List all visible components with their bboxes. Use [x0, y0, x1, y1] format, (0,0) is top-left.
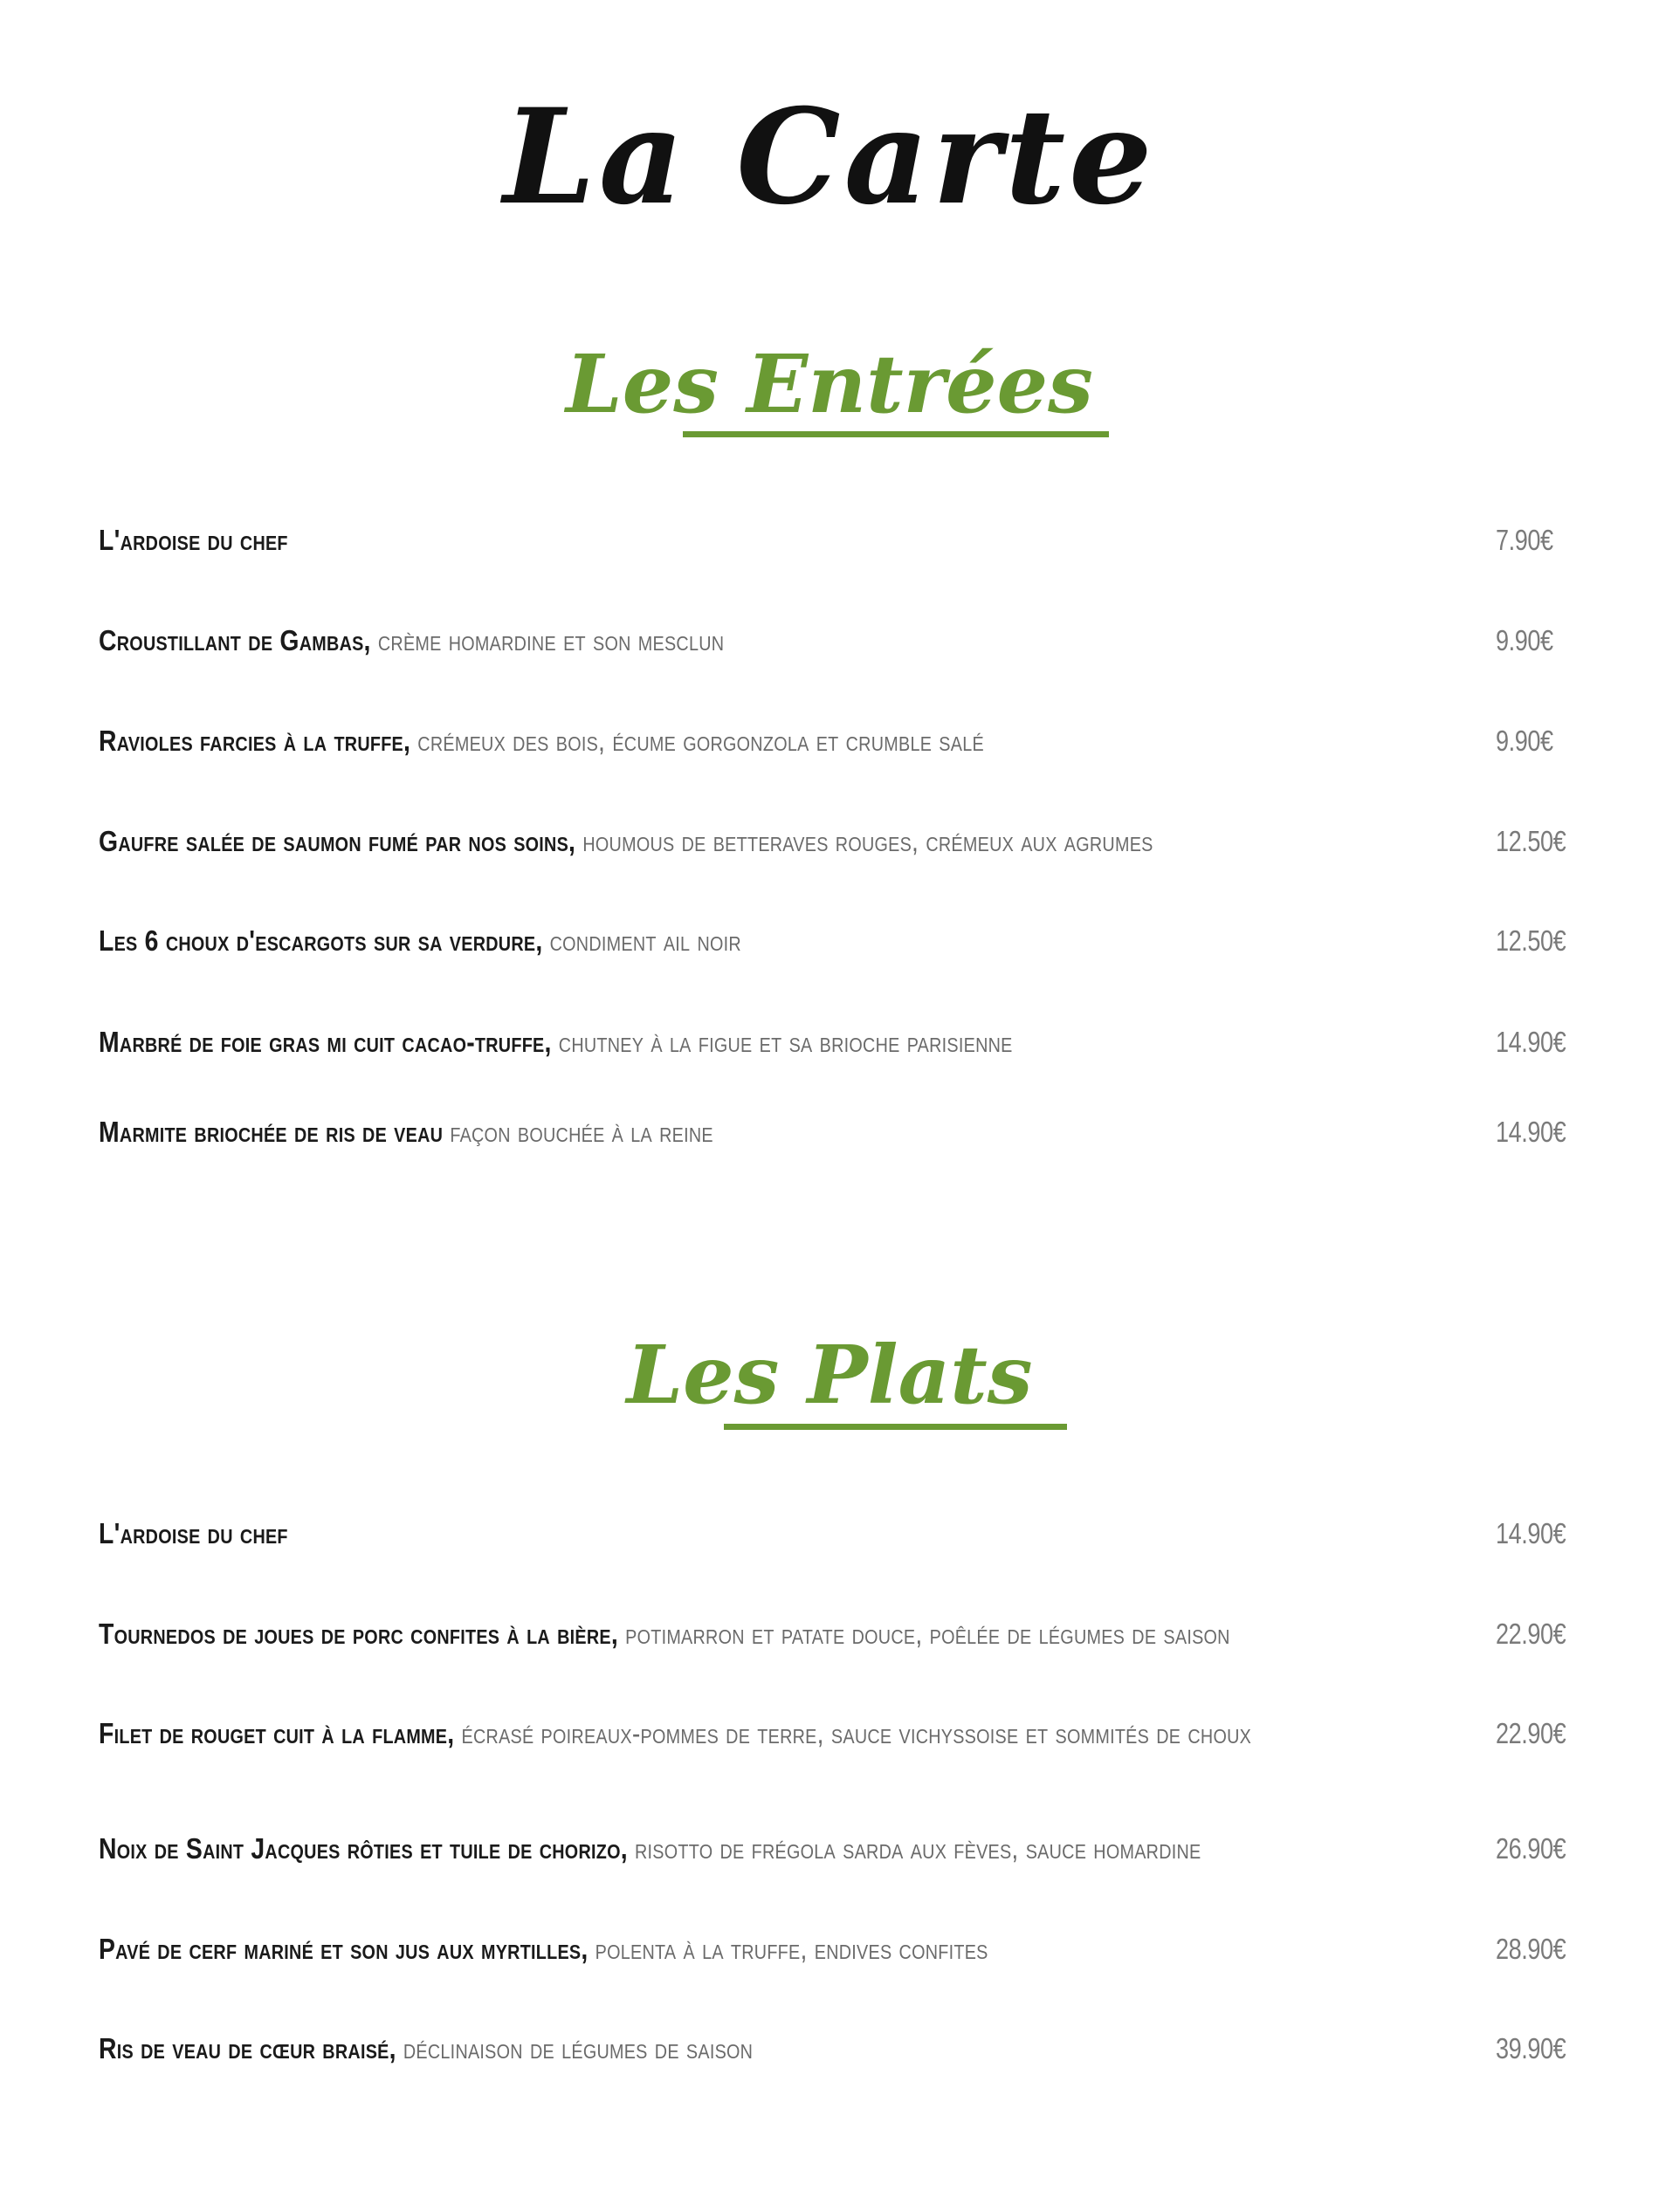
dish-price: 14.90€ [1496, 1116, 1566, 1148]
dish-text [99, 1612, 1230, 1656]
dish-text [99, 1827, 1201, 1871]
dish-price: 39.90€ [1496, 2032, 1566, 2064]
dish-description: potimarron et patate douce, poêlée de légumes de saison [625, 1618, 1230, 1650]
dish-text [99, 919, 741, 963]
dish-price: 22.90€ [1496, 1618, 1566, 1650]
dish-text [99, 1110, 713, 1154]
dish-text [99, 1020, 1013, 1064]
menu-item [99, 2027, 1583, 2071]
dish-price: 12.50€ [1496, 924, 1566, 957]
menu-item [99, 719, 1583, 763]
dish-price: 28.90€ [1496, 1933, 1566, 1965]
dish-description: houmous de betteraves rouges, crémeux aux agrumes [582, 825, 1153, 857]
menu-item [99, 519, 1583, 562]
dish-name: Noix de Saint Jacques rôties et tuile de chorizo, [99, 1832, 628, 1865]
dish-description: façon bouchée à la reine [450, 1116, 713, 1148]
dish-name: Les 6 choux d'escargots sur sa verdure, [99, 924, 543, 957]
dish-price: 7.90€ [1496, 524, 1553, 556]
dish-name: Pavé de cerf mariné et son jus aux myrtilles, [99, 1933, 589, 1965]
dish-text [99, 1512, 288, 1556]
dish-description: déclinaison de légumes de saison [403, 2032, 754, 2064]
dish-price: 9.90€ [1496, 725, 1553, 757]
dish-price: 9.90€ [1496, 624, 1553, 656]
dish-name: L'ardoise du chef [99, 524, 288, 556]
section-underline-entrees [683, 431, 1109, 437]
dish-name: Tournedos de joues de porc confites à la bière, [99, 1618, 618, 1650]
menu-item [99, 1712, 1583, 1755]
dish-price: 14.90€ [1496, 1517, 1566, 1549]
menu-item [99, 1827, 1583, 1871]
menu-item [99, 919, 1583, 963]
section-title-plats: Les Plats [626, 1328, 1033, 1422]
section-underline-plats [724, 1424, 1067, 1430]
dish-price: 26.90€ [1496, 1832, 1566, 1865]
dish-description: crémeux des bois, écume gorgonzola et crumble salé [417, 725, 984, 757]
menu-item [99, 619, 1583, 663]
dish-name: L'ardoise du chef [99, 1517, 288, 1549]
dish-name: Ris de veau de cœur braisé, [99, 2032, 396, 2064]
dish-name: Marmite briochée de ris de veau [99, 1116, 444, 1148]
dish-name: Gaufre salée de saumon fumé par nos soins, [99, 825, 576, 857]
dish-description: crème homardine et son mesclun [377, 624, 725, 656]
page-title: La Carte [503, 80, 1156, 234]
dish-description: risotto de frégola sarda aux fèves, sauce homardine [635, 1832, 1201, 1865]
menu-item [99, 1020, 1583, 1064]
dish-name: Filet de rouget cuit à la flamme, [99, 1717, 455, 1749]
dish-description: condiment ail noir [549, 924, 741, 957]
dish-text [99, 820, 1153, 863]
dish-text [99, 619, 724, 663]
dish-text [99, 2027, 753, 2071]
dish-description: écrasé poireaux-pommes de terre, sauce vichyssoise et sommités de choux [461, 1717, 1252, 1749]
dish-name: Marbré de foie gras mi cuit cacao-truffe, [99, 1026, 552, 1058]
dish-name: Ravioles farcies à la truffe, [99, 725, 411, 757]
dish-price: 12.50€ [1496, 825, 1566, 857]
dish-text [99, 1712, 1251, 1755]
dish-description: chutney à la figue et sa brioche parisienne [558, 1026, 1013, 1058]
dish-description: polenta à la truffe, endives confites [595, 1933, 988, 1965]
dish-name: Croustillant de Gambas, [99, 624, 371, 656]
menu-item [99, 820, 1583, 863]
dish-price: 14.90€ [1496, 1026, 1566, 1058]
dish-text [99, 1927, 988, 1971]
section-title-entrees: Les Entrées [566, 337, 1093, 431]
dish-price: 22.90€ [1496, 1717, 1566, 1749]
dish-text [99, 719, 984, 763]
dish-text [99, 519, 288, 562]
menu-item [99, 1927, 1583, 1971]
menu-item [99, 1612, 1583, 1656]
menu-item [99, 1110, 1583, 1154]
menu-item [99, 1512, 1583, 1556]
